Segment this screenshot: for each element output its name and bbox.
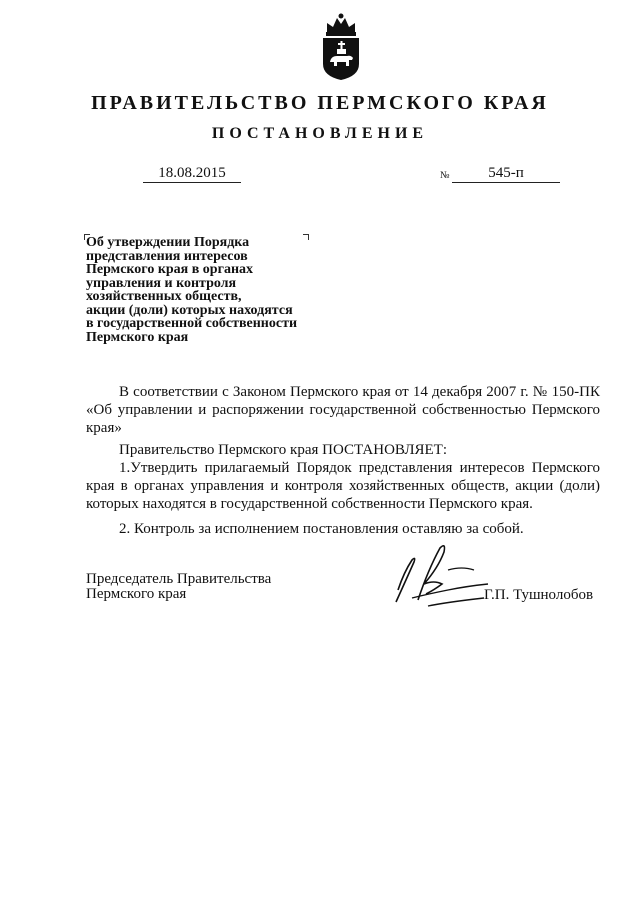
subject-line: Об утверждении Порядка: [86, 235, 250, 250]
subject-line: представления интересов: [86, 248, 248, 264]
signatory-name: Г.П. Тушнолобов: [484, 587, 594, 603]
number-label: №: [440, 170, 450, 181]
handwritten-signature-icon: [388, 540, 498, 612]
signatory-position: [86, 572, 271, 602]
document-subject: [86, 236, 326, 344]
item-2-paragraph: 2. Контроль за исполнением постановления оставляю за собой.: [119, 521, 524, 537]
government-title: ПРАВИТЕЛЬСТВО ПЕРМСКОГО КРАЯ: [91, 92, 549, 114]
perm-krai-coat-of-arms-icon: [319, 12, 363, 82]
position-line: Пермского края: [86, 586, 187, 602]
subject-line: управления и контроля: [86, 275, 237, 291]
document-date: 18.08.2015: [143, 164, 241, 183]
subject-line: в государственной собственности: [86, 316, 298, 331]
subject-line: Пермского края: [86, 329, 189, 345]
document-number: 545-п: [452, 164, 560, 183]
subject-line: хозяйственных обществ,: [86, 289, 242, 304]
subject-line: Пермского края в органах: [86, 262, 254, 277]
item-1-paragraph: 1.Утвердить прилагаемый Порядок представления интересов Пермского края в органах управления и контроля хозяйственных обществ, акции (доли) которых находятся в государственной собственности Пермского края.: [86, 460, 600, 512]
position-line: Председатель Правительства: [86, 571, 272, 587]
subject-line: акции (доли) которых находятся: [86, 302, 293, 318]
document-type-title: ПОСТАНОВЛЕНИЕ: [211, 125, 429, 142]
preamble-paragraph: В соответствии с Законом Пермского края от 14 декабря 2007 г. № 150-ПК «Об управлении и распоряжении государственной собственностью Пермского края»: [86, 384, 600, 436]
decree-paragraph: Правительство Пермского края ПОСТАНОВЛЯЕТ:: [119, 442, 448, 458]
